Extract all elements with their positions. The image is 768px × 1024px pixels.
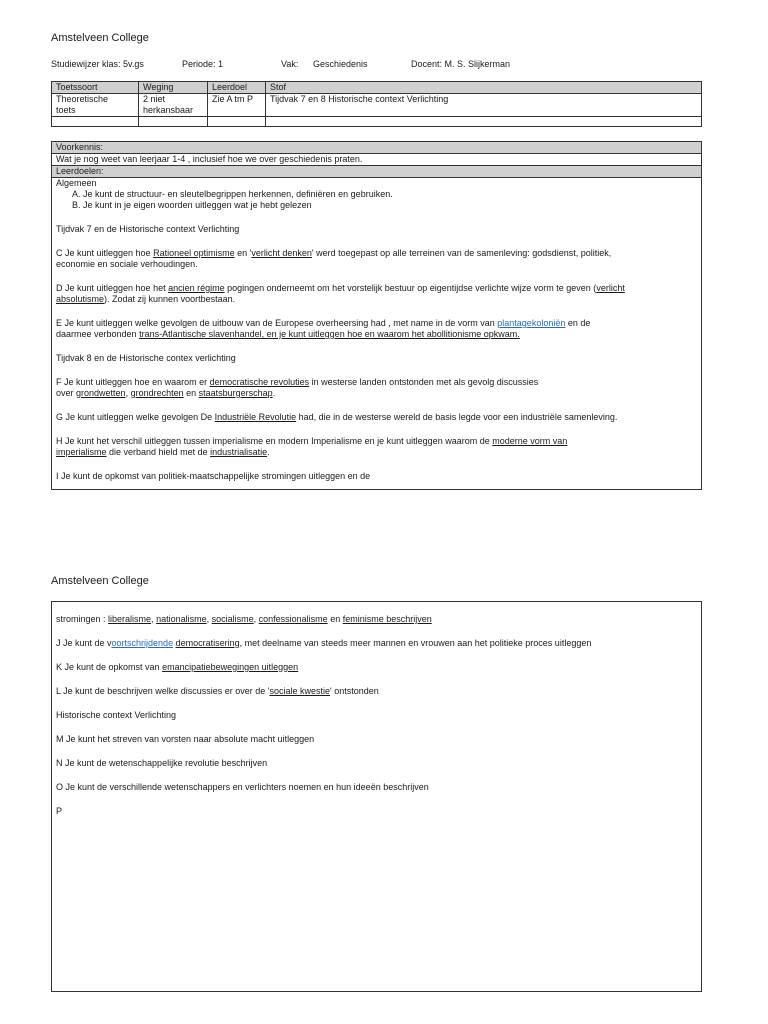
text: , xyxy=(253,614,259,624)
goal-h-cont xyxy=(56,447,697,458)
text: L Je kunt de beschrijven welke discussies er over de ' xyxy=(56,686,270,696)
term: verlicht denken xyxy=(251,248,312,258)
voorkennis-text: Wat je nog weet van leerjaar 1-4 , inclusief hoe we over geschiedenis praten. xyxy=(52,154,701,166)
term: staatsburgerschap xyxy=(198,388,273,398)
text: en xyxy=(327,614,343,624)
cell-leerdoel: Zie A tm P xyxy=(208,94,266,117)
empty-cell xyxy=(208,117,266,127)
term: democratische revoluties xyxy=(209,377,310,387)
text: stromingen : xyxy=(56,614,109,624)
text: C Je kunt uitleggen hoe xyxy=(56,248,154,258)
text: F Je kunt uitleggen hoe en waarom er xyxy=(56,377,210,387)
tijdvak7-heading: Tijdvak 7 en de Historische context Verlichting xyxy=(56,224,240,234)
goal-a: A. Je kunt de structuur- en sleutelbegrippen herkennen, definiëren en gebruiken. xyxy=(72,189,393,199)
text: over xyxy=(56,388,77,398)
leerdoelen-box xyxy=(51,141,702,490)
cell-weging xyxy=(139,94,208,117)
text: G Je kunt uitleggen welke gevolgen De xyxy=(56,412,215,422)
cell-toetssoort xyxy=(52,94,139,117)
goal-p: P xyxy=(56,806,63,816)
algemeen-heading: Algemeen xyxy=(56,178,97,188)
goal-h xyxy=(56,436,697,447)
table-header-row xyxy=(52,82,702,94)
empty-cell xyxy=(139,117,208,127)
goal-f xyxy=(56,377,697,388)
text: ' werd toegepast op alle terreinen van de samenleving: godsdienst, politiek, xyxy=(311,248,612,258)
text: had, die in de westerse wereld de basis legde voor een industriële samenleving. xyxy=(296,412,618,422)
term: nationalisme xyxy=(156,614,207,624)
text: pogingen onderneemt om het vorstelijk bestuur op eigentijdse verlichte wijze vorm te geven ( xyxy=(224,283,597,293)
cell-stof: Tijdvak 7 en 8 Historische context Verlichting xyxy=(266,94,702,117)
vak-value: Geschiedenis xyxy=(313,59,368,69)
term: grondwetten xyxy=(76,388,126,398)
header-leerdoel: Leerdoel xyxy=(208,82,266,94)
text: J Je kunt de v xyxy=(56,638,112,648)
goal-l xyxy=(56,686,697,697)
periode: Periode: 1 xyxy=(182,59,224,69)
goal-j xyxy=(56,638,697,649)
text: K Je kunt de opkomst van xyxy=(56,662,163,672)
leerdoelen-content-page2 xyxy=(52,602,701,817)
cell-text: toets xyxy=(56,105,76,115)
term: grondrechten xyxy=(130,388,184,398)
leerdoelen-box-page2 xyxy=(51,601,702,992)
term: industrialisatie xyxy=(210,447,268,457)
header-weging: Weging xyxy=(139,82,208,94)
empty-cell xyxy=(266,117,702,127)
text: , xyxy=(151,614,157,624)
school-name-page2: Amstelveen College xyxy=(51,575,149,587)
context-heading: Historische context Verlichting xyxy=(56,710,177,720)
text: en de xyxy=(565,318,591,328)
term: confessionalisme xyxy=(258,614,328,624)
text: in westerse landen ontstonden met als gevolg discussies xyxy=(309,377,539,387)
vak-label: Vak: xyxy=(281,59,299,69)
term: socialisme xyxy=(211,614,254,624)
voortschrijdende-link[interactable]: oortschrijdende xyxy=(111,638,174,648)
cell-text: 2 niet xyxy=(143,94,166,104)
text: D Je kunt uitleggen hoe het xyxy=(56,283,169,293)
leerdoelen-label: Leerdoelen: xyxy=(52,166,701,178)
docent: Docent: M. S. Slijkerman xyxy=(411,59,511,69)
text: , xyxy=(206,614,212,624)
table-row xyxy=(52,94,702,117)
cell-text: Theoretische xyxy=(56,94,109,104)
text: en ' xyxy=(234,248,252,258)
goal-c xyxy=(56,248,697,259)
text: , met deelname van steeds meer mannen en vrouwen aan het politieke proces uitleggen xyxy=(239,638,592,648)
plantagekolonien-link[interactable]: plantagekoloniën xyxy=(497,318,566,328)
cell-text: herkansbaar xyxy=(143,105,194,115)
goal-e xyxy=(56,318,697,329)
table-row-empty xyxy=(52,117,702,127)
term: emancipatiebewegingen uitleggen xyxy=(162,662,299,672)
term: democratisering xyxy=(175,638,240,648)
text: ' ontstonden xyxy=(330,686,379,696)
goal-f-cont xyxy=(56,388,697,399)
text: H Je kunt het verschil uitleggen tussen imperialisme en modern Imperialisme en je kunt uitleggen waarom de xyxy=(56,436,493,446)
term: verlicht xyxy=(596,283,625,293)
goal-b: B. Je kunt in je eigen woorden uitleggen wat je hebt gelezen xyxy=(72,200,312,210)
goal-e-cont xyxy=(56,329,697,340)
text: en xyxy=(183,388,199,398)
term: sociale kwestie xyxy=(269,686,331,696)
text: E Je kunt uitleggen welke gevolgen de uitbouw van de Europese overheersing had , met name in de vorm van xyxy=(56,318,498,328)
term: imperialisme xyxy=(56,447,107,457)
empty-cell xyxy=(52,117,139,127)
term: moderne vorm van xyxy=(492,436,568,446)
goal-o: O Je kunt de verschillende wetenschappers en verlichters noemen en hun ideeën beschrijven xyxy=(56,782,429,792)
stromingen-line xyxy=(56,614,697,625)
header-toetssoort: Toetssoort xyxy=(52,82,139,94)
text: . xyxy=(267,447,270,457)
term: Industriële Revolutie xyxy=(214,412,297,422)
school-name: Amstelveen College xyxy=(51,32,149,44)
term: Rationeel optimisme xyxy=(153,248,235,258)
toets-table xyxy=(51,81,702,127)
leerdoelen-content xyxy=(52,178,701,482)
goal-i: I Je kunt de opkomst van politiek-maatschappelijke stromingen uitleggen en de xyxy=(56,471,371,481)
term: feminisme beschrijven xyxy=(342,614,432,624)
text: , xyxy=(125,388,131,398)
goal-d-cont xyxy=(56,294,697,305)
header-stof: Stof xyxy=(266,82,702,94)
text: daarmee verbonden xyxy=(56,329,140,339)
goal-m: M Je kunt het streven van vorsten naar absolute macht uitleggen xyxy=(56,734,315,744)
voorkennis-label: Voorkennis: xyxy=(52,142,701,154)
goal-d xyxy=(56,283,697,294)
term: ancien régime xyxy=(168,283,225,293)
text: ). Zodat zij kunnen voortbestaan. xyxy=(104,294,236,304)
studiewijzer-klas: Studiewijzer klas: 5v.gs xyxy=(51,59,144,69)
term: trans-Atlantische slavenhandel, en je kunt uitleggen hoe en waarom het abollitionisme opkwam. xyxy=(139,329,520,339)
goal-g xyxy=(56,412,697,423)
goal-k xyxy=(56,662,697,673)
tijdvak8-heading: Tijdvak 8 en de Historische contex verlichting xyxy=(56,353,236,363)
term: absolutisme xyxy=(56,294,105,304)
term: liberalisme xyxy=(108,614,152,624)
text: . xyxy=(272,388,276,398)
text: die verband hield met de xyxy=(106,447,211,457)
goal-c-cont: economie en sociale verhoudingen. xyxy=(56,259,198,269)
goal-n: N Je kunt de wetenschappelijke revolutie beschrijven xyxy=(56,758,268,768)
